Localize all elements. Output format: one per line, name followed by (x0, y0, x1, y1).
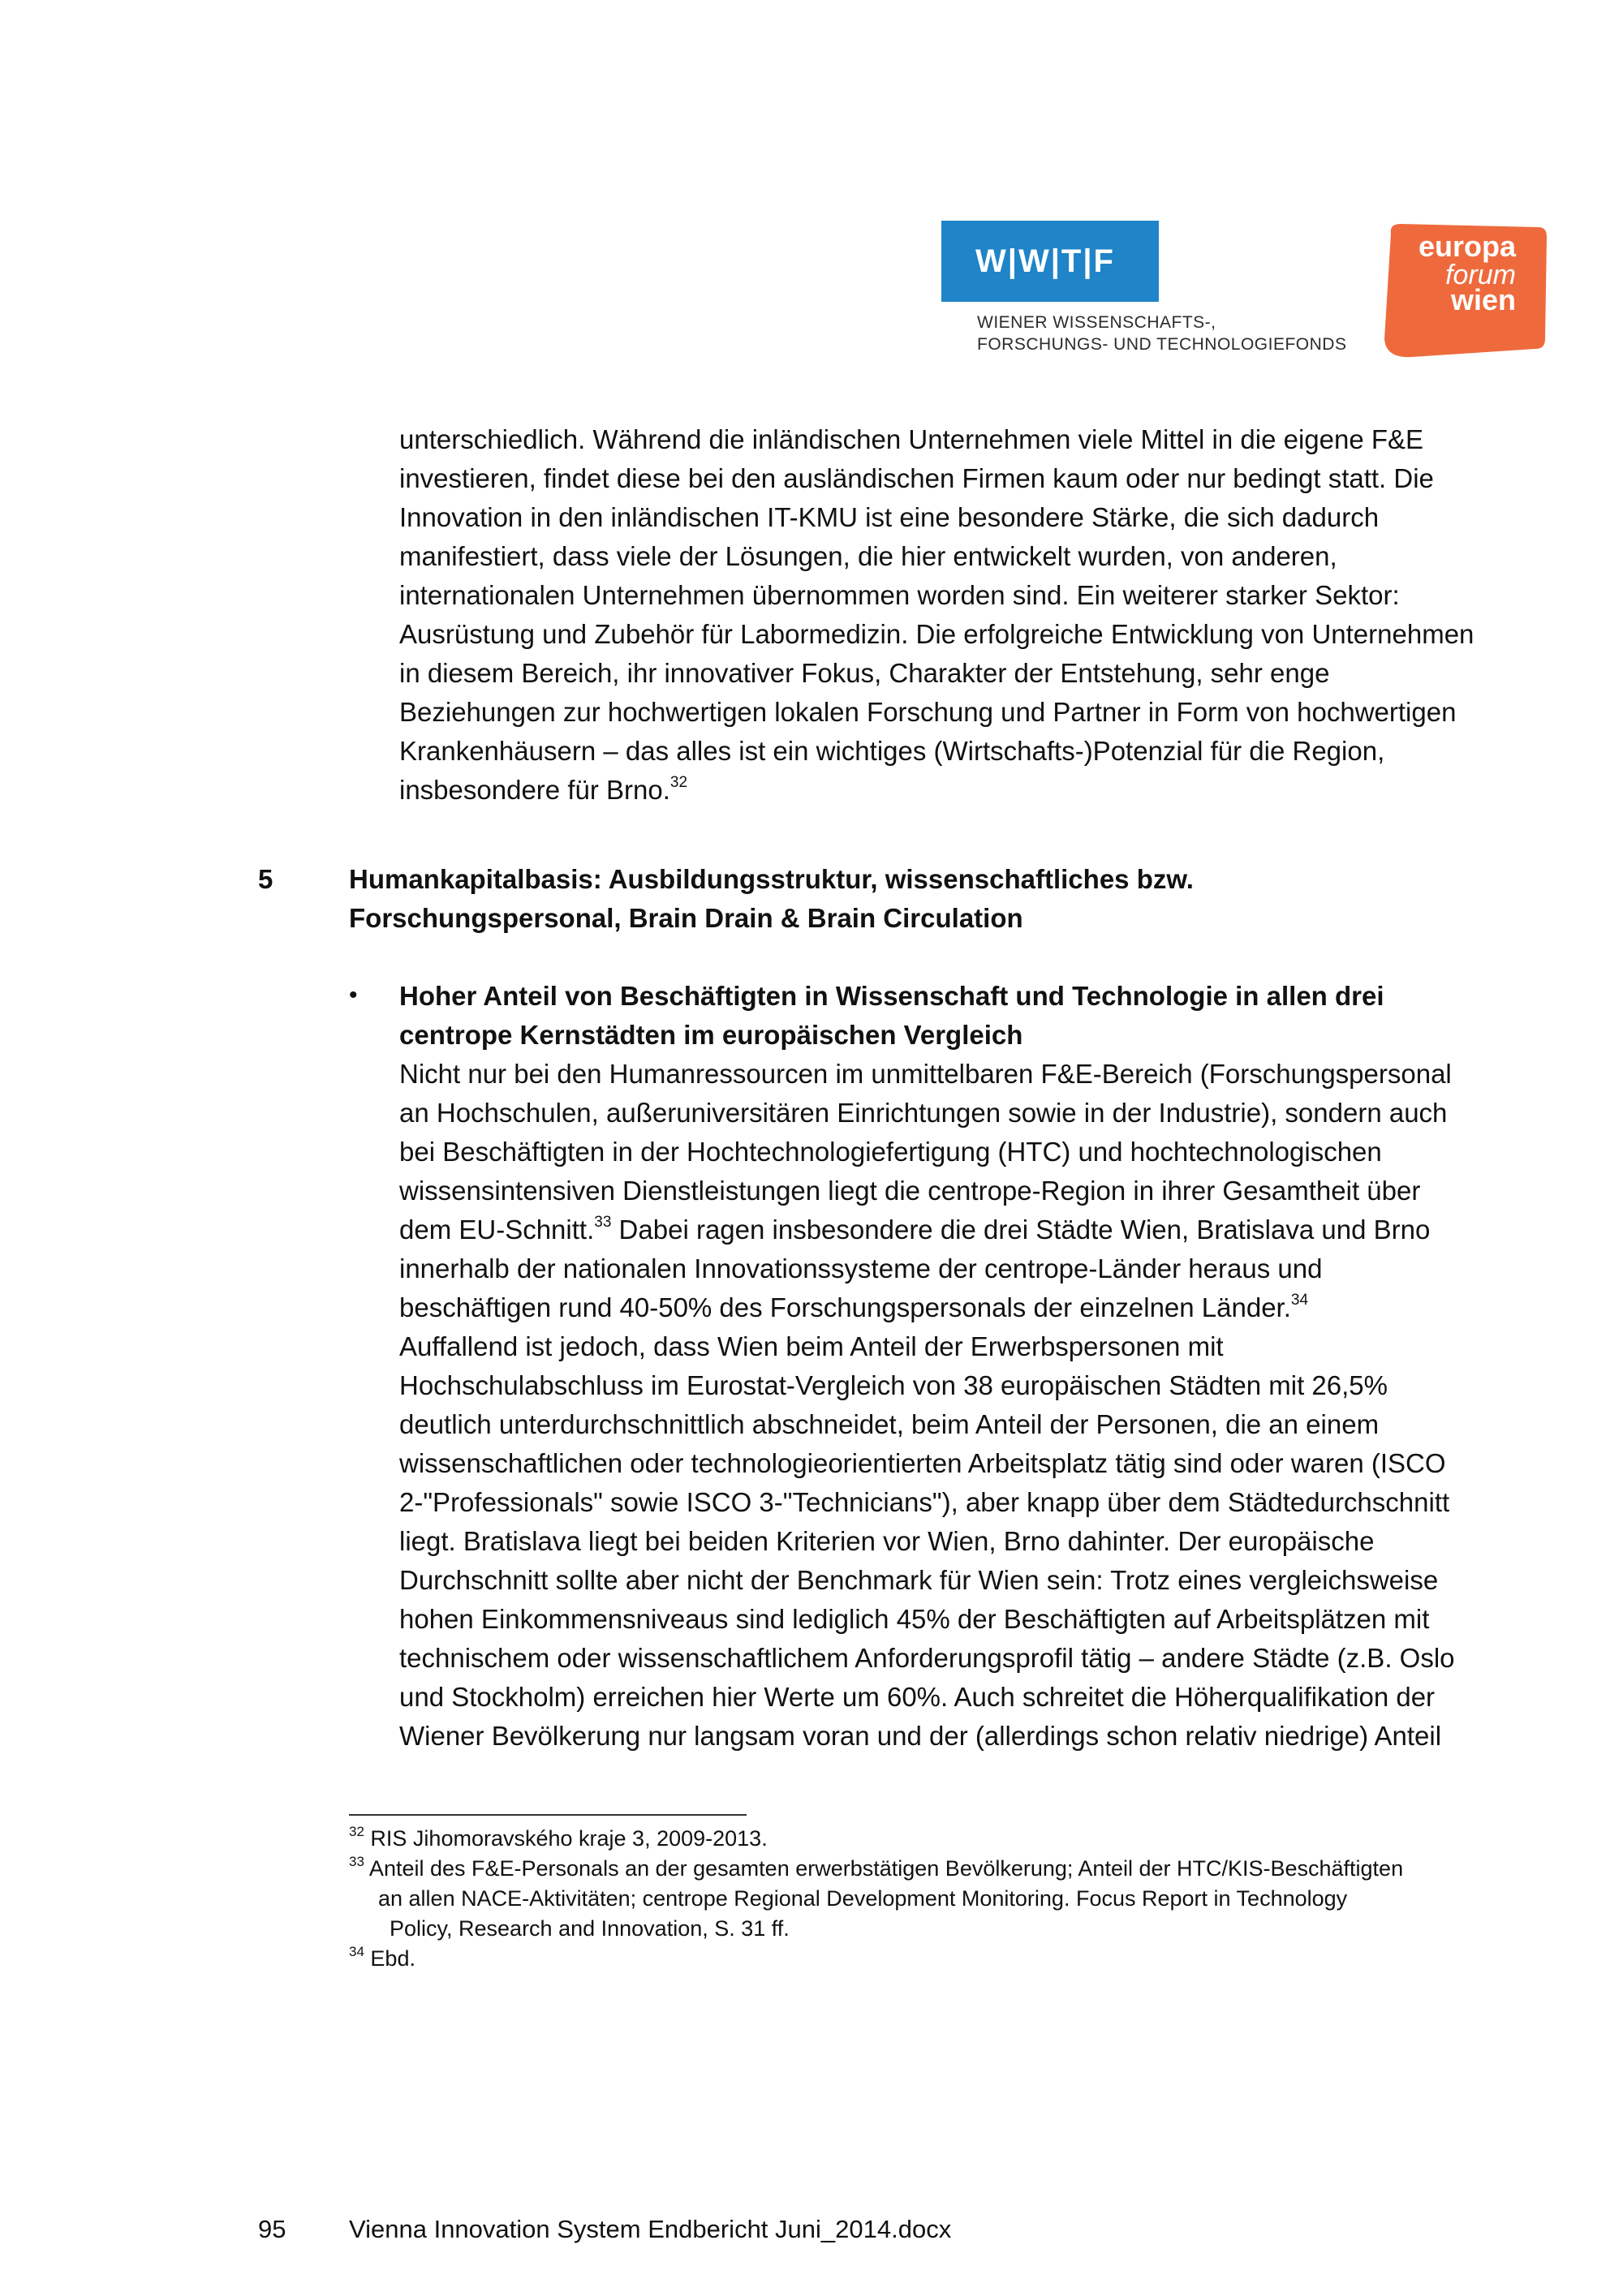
footnote-text: RIS Jihomoravského kraje 3, 2009-2013. (364, 1826, 768, 1851)
text-line: manifestiert, dass viele der Lösungen, die hier entwickelt wurden, von anderen, (399, 541, 1337, 571)
text-line: unterschiedlich. Während die inländischen Unternehmen viele Mittel in die eigene F&E (399, 424, 1424, 454)
text-line: bei Beschäftigten in der Hochtechnologiefertigung (HTC) und hochtechnologischen (399, 1137, 1382, 1167)
text-line: und Stockholm) erreichen hier Werte um 60%. Auch schreitet die Höherqualifikation der (399, 1682, 1436, 1712)
text-line: wissensintensiven Dienstleistungen liegt die centrope-Region in ihrer Gesamtheit über (399, 1176, 1421, 1206)
europa-logo-text-2: forum (1445, 260, 1516, 290)
text-line: Hochschulabschluss im Eurostat-Vergleich von 38 europäischen Städten mit 26,5% (399, 1370, 1388, 1400)
footnote-separator (349, 1814, 747, 1816)
text-line: Nicht nur bei den Humanressourcen im unmittelbaren F&E-Bereich (Forschungspersonal (399, 1059, 1452, 1089)
section-title-line-1: Humankapitalbasis: Ausbildungsstruktur, wissenschaftliches bzw. (349, 864, 1194, 894)
section-title (349, 860, 1194, 938)
text-line: Durchschnitt sollte aber nicht der Benchmark für Wien sein: Trotz eines vergleichsweise (399, 1565, 1439, 1595)
wwtf-subtitle-line-2: FORSCHUNGS- UND TECHNOLOGIEFONDS (977, 335, 1347, 354)
text-line: Ausrüstung und Zubehör für Labormedizin. Die erfolgreiche Entwicklung von Unternehmen (399, 619, 1474, 649)
paragraph-human-capital (399, 1055, 1552, 1756)
text-line (399, 771, 1552, 810)
section-title-line-2: Forschungspersonal, Brain Drain & Brain Circulation (349, 903, 1023, 933)
text-line: investieren, findet diese bei den ausländischen Firmen kaum oder nur bedingt statt. Die (399, 463, 1434, 493)
wwtf-logo-letters: W|W|T|F (975, 243, 1115, 279)
wwtf-subtitle-line-1: WIENER WISSENSCHAFTS-, (977, 313, 1216, 332)
footnote-text: Ebd. (364, 1946, 415, 1971)
wwtf-logo (941, 221, 1159, 302)
footnote-33 (349, 1854, 1403, 1884)
text-line: in diesem Bereich, ihr innovativer Fokus, Charakter der Entstehung, sehr enge (399, 658, 1330, 688)
footnote-33-continuation: an allen NACE-Aktivitäten; centrope Regional Development Monitoring. Focus Report in Technology (378, 1886, 1348, 1911)
text-line: deutlich unterdurchschnittlich abschneidet, beim Anteil der Personen, die an einem (399, 1409, 1380, 1439)
bullet-title-line-1: Hoher Anteil von Beschäftigten in Wissenschaft und Technologie in allen drei (399, 981, 1384, 1011)
page-number: 95 (258, 2215, 286, 2243)
text-line: 2-"Professionals" sowie ISCO 3-"Technicians"), aber knapp über dem Städtedurchschnitt (399, 1487, 1450, 1517)
text-line: Wiener Bevölkerung nur langsam voran und der (allerdings schon relativ niedrige) Anteil (399, 1721, 1442, 1751)
paragraph-intro (399, 420, 1552, 810)
document-name: Vienna Innovation System Endbericht Juni_2014.docx (349, 2215, 952, 2243)
text-line: Krankenhäusern – das alles ist ein wichtiges (Wirtschafts-)Potenzial für die Region, (399, 736, 1385, 766)
text-line (399, 1210, 1552, 1249)
bullet-title (399, 977, 1384, 1055)
footnote-32 (349, 1824, 1403, 1854)
footnote-number: 34 (349, 1944, 364, 1959)
footnote-ref-33[interactable]: 33 (594, 1214, 612, 1231)
text-line: internationalen Unternehmen übernommen worden sind. Ein weiterer starker Sektor: (399, 580, 1400, 610)
text-line: Beziehungen zur hochwertigen lokalen Forschung und Partner in Form von hochwertigen (399, 697, 1457, 727)
footnote-number: 33 (349, 1854, 364, 1869)
text-fragment: insbesondere für Brno. (399, 775, 670, 805)
footnotes (349, 1824, 1403, 1974)
footnote-33-continuation: Policy, Research and Innovation, S. 31 ff. (390, 1916, 790, 1941)
section-number: 5 (258, 864, 273, 894)
text-line: hohen Einkommensniveaus sind lediglich 45% der Beschäftigten auf Arbeitsplätzen mit (399, 1604, 1430, 1634)
footnote-ref-34[interactable]: 34 (1290, 1292, 1309, 1309)
footnote-text: Anteil des F&E-Personals an der gesamten erwerbstätigen Bevölkerung; Anteil der HTC/KIS-Beschäftigten (364, 1856, 1404, 1881)
europa-logo-text-3: wien (1450, 283, 1516, 316)
footnote-34 (349, 1944, 1403, 1974)
bullet-icon: • (349, 982, 358, 1008)
text-line (399, 1288, 1552, 1327)
europa-logo-text-1: europa (1418, 230, 1516, 263)
text-fragment: Dabei ragen insbesondere die drei Städte Wien, Bratislava und Brno (611, 1215, 1431, 1245)
europa-forum-wien-logo (1380, 217, 1550, 362)
text-line: innerhalb der nationalen Innovationssysteme der centrope-Länder heraus und (399, 1253, 1323, 1283)
text-fragment: dem EU-Schnitt. (399, 1215, 595, 1245)
wwtf-logo-subtitle (977, 312, 1346, 355)
text-line: technischem oder wissenschaftlichem Anforderungsprofil tätig – andere Städte (z.B. Oslo (399, 1643, 1455, 1673)
text-line: liegt. Bratislava liegt bei beiden Kriterien vor Wien, Brno dahinter. Der europäische (399, 1526, 1375, 1556)
footnote-ref-32[interactable]: 32 (669, 774, 688, 791)
bullet-title-line-2: centrope Kernstädten im europäischen Vergleich (399, 1020, 1023, 1050)
text-line: Innovation in den inländischen IT-KMU ist eine besondere Stärke, die sich dadurch (399, 502, 1380, 532)
text-line: Auffallend ist jedoch, dass Wien beim Anteil der Erwerbspersonen mit (399, 1331, 1224, 1361)
text-line: wissenschaftlichen oder technologieorientierten Arbeitsplatz tätig sind oder waren (ISCO (399, 1448, 1446, 1478)
footnote-number: 32 (349, 1824, 364, 1839)
text-line: an Hochschulen, außeruniversitären Einrichtungen sowie in der Industrie), sondern auch (399, 1098, 1448, 1128)
text-fragment: beschäftigen rund 40-50% des Forschungspersonals der einzelnen Länder. (399, 1292, 1291, 1322)
